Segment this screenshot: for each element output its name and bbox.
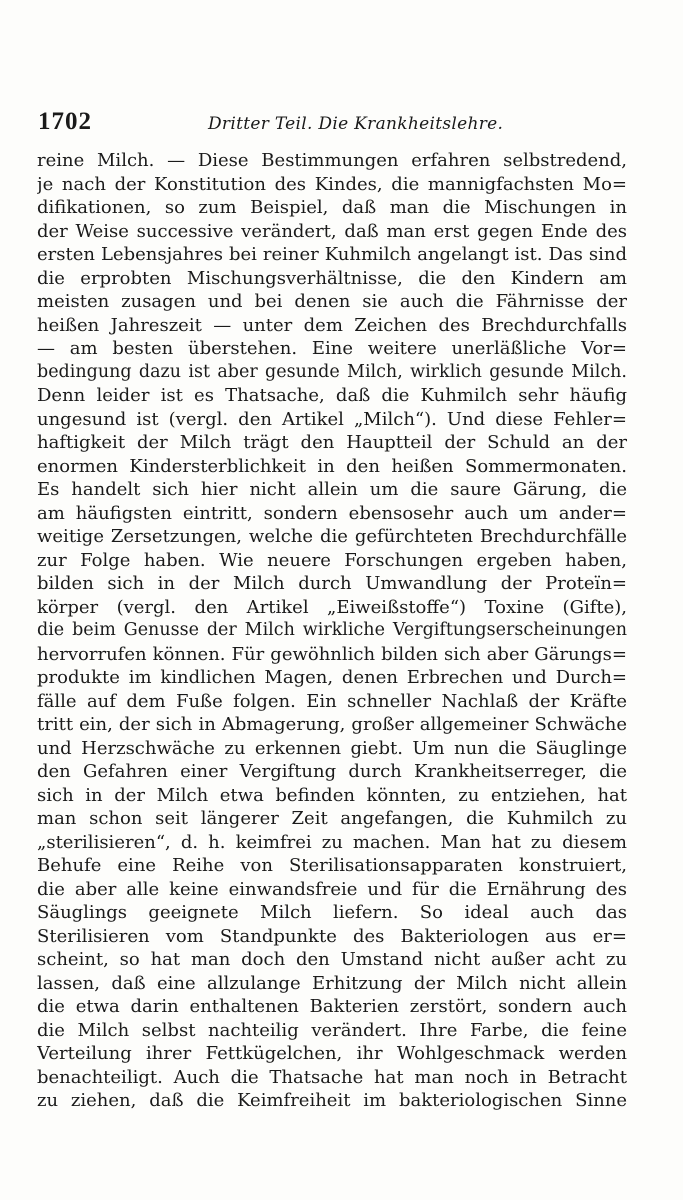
text-line: die aber alle keine einwandsfreie und für die Ernährung des [37, 878, 627, 900]
body-text [37, 149, 627, 1113]
text-line: zu ziehen, daß die Keimfreiheit im bakteriologischen Sinne [37, 1090, 627, 1111]
text-line: heißen Jahreszeit — unter dem Zeichen des Brechdurchfalls [37, 314, 627, 336]
text-line: Denn leider ist es Thatsache, daß die Kuhmilch sehr häufig [37, 385, 627, 406]
text-line: difikationen, so zum Beispiel, daß man die Mischungen in [37, 197, 627, 218]
text-line: meisten zusagen und bei denen sie auch die Fährnisse der [37, 291, 627, 312]
text-line: sich in der Milch etwa befinden könnten, zu entziehen, hat [37, 784, 627, 806]
text-line: am häufigsten eintritt, sondern ebensosehr auch um ander= [37, 502, 627, 524]
text-line: Sterilisieren vom Standpunkte des Bakteriologen aus er= [37, 925, 627, 947]
text-line: scheint, so hat man doch den Umstand nicht außer acht zu [37, 949, 627, 970]
page-number: 1702 [38, 108, 92, 135]
text-line: je nach der Konstitution des Kindes, die mannigfachsten Mo= [37, 173, 627, 195]
text-line: lassen, daß eine allzulange Erhitzung der Milch nicht allein [37, 972, 627, 994]
text-line: die beim Genusse der Milch wirkliche Vergiftungserscheinungen [37, 620, 627, 640]
text-line: „sterilisieren“, d. h. keimfrei zu machen. Man hat zu diesem [37, 831, 627, 853]
text-line: die Milch selbst nachteilig verändert. Ihre Farbe, die feine [37, 1019, 627, 1041]
text-line: Behufe eine Reihe von Sterilisationsapparaten konstruiert, [37, 855, 627, 876]
text-line: Säuglings geeignete Milch liefern. So ideal auch das [37, 902, 627, 923]
text-line: tritt ein, der sich in Abmagerung, großer allgemeiner Schwäche [37, 714, 627, 735]
text-line: den Gefahren einer Vergiftung durch Krankheitserreger, die [37, 761, 627, 782]
running-head: Dritter Teil. Die Krankheitslehre. [208, 114, 504, 134]
text-line: Es handelt sich hier nicht allein um die saure Gärung, die [37, 479, 627, 500]
text-line: ersten Lebensjahres bei reiner Kuhmilch angelangt ist. Das sind [37, 244, 627, 265]
text-line: zur Folge haben. Wie neuere Forschungen ergeben haben, [37, 549, 627, 571]
text-line: und Herzschwäche zu erkennen giebt. Um nun die Säuglinge [37, 737, 627, 759]
text-line: bilden sich in der Milch durch Umwandlung der Proteïn= [37, 573, 627, 594]
text-line: Verteilung ihrer Fettkügelchen, ihr Wohlgeschmack werden [37, 1043, 627, 1064]
text-line: weitige Zersetzungen, welche die gefürchteten Brechdurchfälle [37, 526, 627, 547]
text-line: haftigkeit der Milch trägt den Hauptteil der Schuld an der [37, 432, 627, 453]
text-line: reine Milch. — Diese Bestimmungen erfahren selbstredend, [37, 150, 627, 171]
text-line: körper (vergl. den Artikel „Eiweißstoffe“) Toxine (Gifte), [37, 596, 627, 618]
text-line: man schon seit längerer Zeit angefangen, die Kuhmilch zu [37, 808, 627, 829]
text-line: produkte im kindlichen Magen, denen Erbrechen und Durch= [37, 667, 627, 688]
text-line: enormen Kindersterblichkeit in den heißen Sommermonaten. [37, 455, 627, 477]
page-header [38, 108, 628, 142]
text-line: die erprobten Mischungsverhältnisse, die den Kindern am [37, 267, 627, 289]
text-line: hervorrufen können. Für gewöhnlich bilden sich aber Gärungs= [37, 643, 627, 665]
text-line: — am besten überstehen. Eine weitere unerläßliche Vor= [37, 338, 627, 359]
text-line: der Weise successive verändert, daß man erst gegen Ende des [37, 220, 627, 242]
text-line: benachteiligt. Auch die Thatsache hat man noch in Betracht [37, 1066, 627, 1088]
text-line: ungesund ist (vergl. den Artikel „Milch“). Und diese Fehler= [37, 408, 627, 430]
text-line: fälle auf dem Fuße folgen. Ein schneller Nachlaß der Kräfte [37, 690, 627, 712]
text-line: bedingung dazu ist aber gesunde Milch, wirklich gesunde Milch. [37, 361, 627, 382]
text-line: die etwa darin enthaltenen Bakterien zerstört, sondern auch [37, 996, 627, 1017]
